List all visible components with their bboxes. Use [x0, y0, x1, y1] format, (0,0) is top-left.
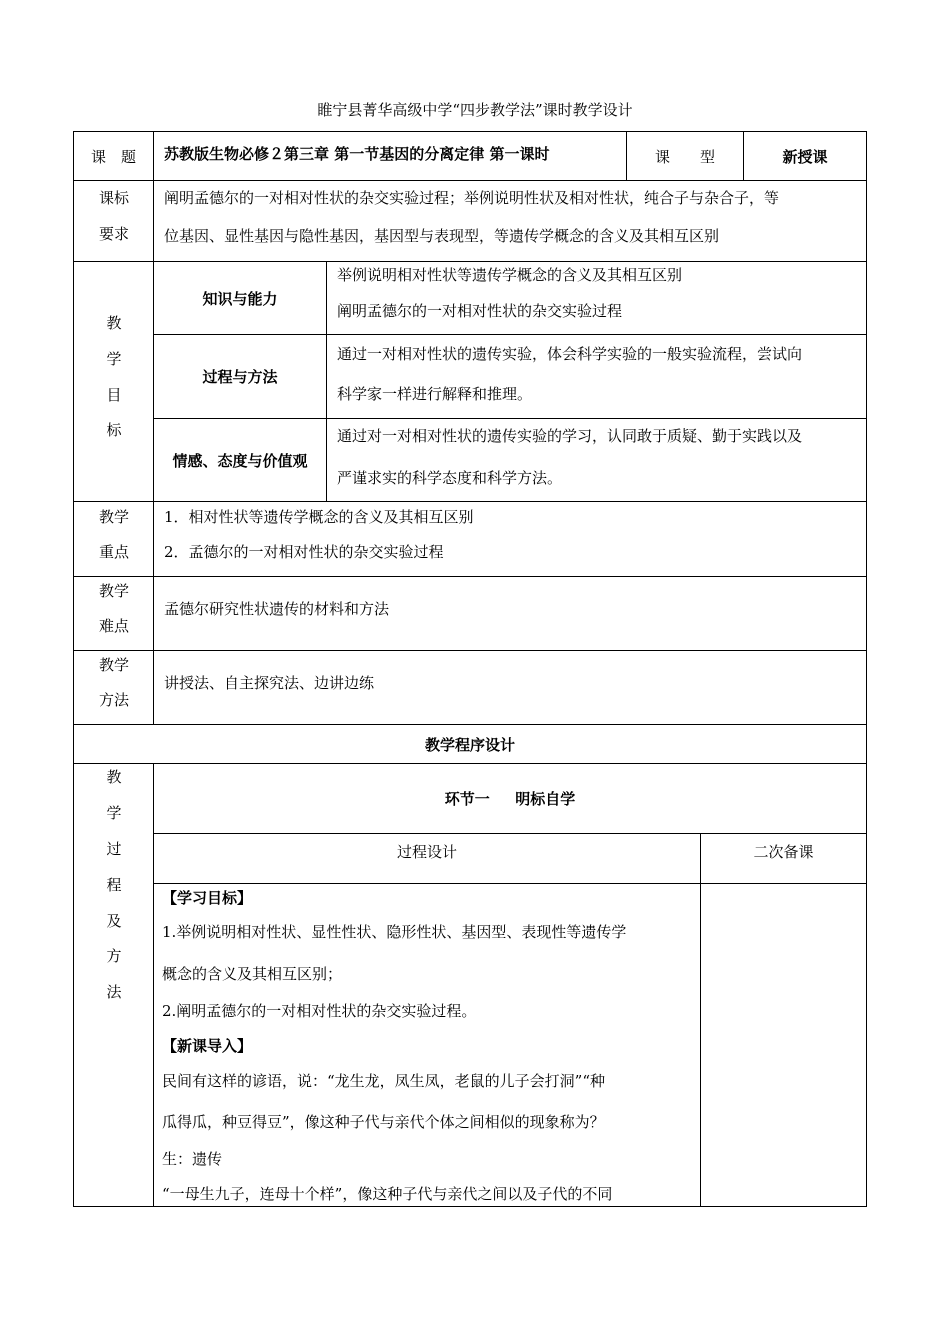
intro-1: 民间有这样的谚语，说：“龙生龙，凤生凤，老鼠的儿子会打洞”“种 [162, 1072, 606, 1090]
standard-label-2: 要求 [98, 225, 129, 243]
intro-2: 瓜得瓜，种豆得豆”，像这种子代与亲代个体之间相似的现象称为？ [162, 1113, 605, 1131]
emotion-text-cell [326, 418, 867, 502]
topic-value-cell [153, 131, 627, 181]
difficulty-text-cell [153, 576, 867, 651]
objectives-char-1: 教 [106, 314, 122, 332]
program-title: 教学程序设计 [424, 735, 515, 754]
intro-4: “一母生九子，连母十个样”，像这种子代与亲代之间以及子代的不同 [162, 1185, 613, 1203]
topic-value: 苏教版生物必修２第三章 第一节基因的分离定律 第一课时 [164, 145, 550, 163]
process-section-char-5: 及 [106, 912, 122, 930]
process-section-label-cell [73, 763, 154, 1207]
standard-line-2: 位基因、显性基因与隐性基因，基因型与表现型，等遗传学概念的含义及其相互区别 [164, 227, 720, 245]
prep-content-cell [700, 883, 867, 1207]
type-label-cell [626, 131, 744, 181]
keypoints-line-2: 2．孟德尔的一对相对性状的杂交实验过程 [164, 543, 444, 561]
goal-1a: 1.举例说明相对性状、显性性状、隐形性状、基因型、表现性等遗传学 [162, 923, 627, 941]
process-label-cell [153, 334, 327, 419]
standard-line-1: 阐明孟德尔的一对相对性状的杂交实验过程；举例说明性状及相对性状，纯合子与杂合子，等 [164, 189, 780, 207]
difficulty-label-cell [73, 576, 154, 651]
knowledge-text-cell [326, 261, 867, 335]
method-label-cell [73, 650, 154, 725]
keypoints-label-1: 教学 [98, 508, 129, 526]
emotion-label: 情感、态度与价值观 [172, 451, 308, 470]
difficulty-label-1: 教学 [98, 582, 129, 600]
type-value: 新授课 [782, 147, 828, 166]
goal-1b: 概念的含义及其相互区别； [162, 965, 343, 983]
col-prep-cell [700, 833, 867, 884]
standard-text-cell [153, 180, 867, 262]
objectives-char-4: 标 [106, 421, 122, 439]
method-text: 讲授法、自主探究法、边讲边练 [164, 674, 375, 692]
difficulty-text: 孟德尔研究性状遗传的材料和方法 [164, 600, 390, 618]
difficulty-label-2: 难点 [98, 617, 129, 635]
process-line-1: 通过一对相对性状的遗传实验，体会科学实验的一般实验流程，尝试向 [337, 345, 803, 363]
process-line-2: 科学家一样进行解释和推理。 [337, 385, 533, 403]
method-label-2: 方法 [98, 691, 129, 709]
knowledge-line-1: 举例说明相对性状等遗传学概念的含义及其相互区别 [337, 266, 683, 284]
process-section-char-2: 学 [106, 804, 122, 822]
process-section-char-1: 教 [106, 768, 122, 786]
method-label-1: 教学 [98, 656, 129, 674]
topic-label: 课 题 [90, 147, 136, 166]
knowledge-line-2: 阐明孟德尔的一对相对性状的杂交实验过程 [337, 302, 623, 320]
knowledge-label-cell [153, 261, 327, 335]
process-section-char-3: 过 [106, 840, 122, 858]
stage-title-cell [153, 763, 867, 834]
process-text-cell [326, 334, 867, 419]
type-value-cell [743, 131, 867, 181]
method-text-cell [153, 650, 867, 725]
knowledge-label: 知识与能力 [202, 289, 278, 308]
col-design-cell [153, 833, 701, 884]
emotion-label-cell [153, 418, 327, 502]
goal-2: 2.阐明孟德尔的一对相对性状的杂交实验过程。 [162, 1002, 477, 1020]
heading-intro: 【新课导入】 [162, 1037, 253, 1055]
objectives-char-3: 目 [106, 386, 122, 404]
process-section-char-4: 程 [106, 876, 122, 894]
emotion-line-1: 通过对一对相对性状的遗传实验的学习，认同敢于质疑、勤于实践以及 [337, 427, 803, 445]
type-label: 课 型 [654, 147, 715, 166]
keypoints-label-cell [73, 501, 154, 577]
process-section-char-7: 法 [106, 983, 122, 1001]
intro-3: 生：遗传 [162, 1150, 223, 1168]
objectives-char-2: 学 [106, 350, 122, 368]
design-content-cell [153, 883, 701, 1207]
stage-title: 环节一 明标自学 [444, 790, 576, 808]
topic-label-cell [73, 131, 154, 181]
page-title: 睢宁县菁华高级中学“四步教学法”课时教学设计 [317, 101, 633, 119]
col-design-header: 过程设计 [396, 843, 457, 861]
standard-label-1: 课标 [98, 189, 129, 207]
process-label: 过程与方法 [202, 368, 278, 386]
emotion-line-2: 严谨求实的科学态度和科学方法。 [337, 469, 563, 487]
standard-label-cell [73, 180, 154, 262]
program-title-cell [73, 724, 867, 764]
col-prep-header: 二次备课 [753, 843, 814, 861]
objectives-label-cell [73, 261, 154, 502]
process-section-char-6: 方 [106, 947, 122, 965]
keypoints-line-1: 1．相对性状等遗传学概念的含义及其相互区别 [164, 508, 474, 526]
heading-goals: 【学习目标】 [162, 889, 253, 907]
keypoints-label-2: 重点 [98, 543, 129, 561]
keypoints-text-cell [153, 501, 867, 577]
